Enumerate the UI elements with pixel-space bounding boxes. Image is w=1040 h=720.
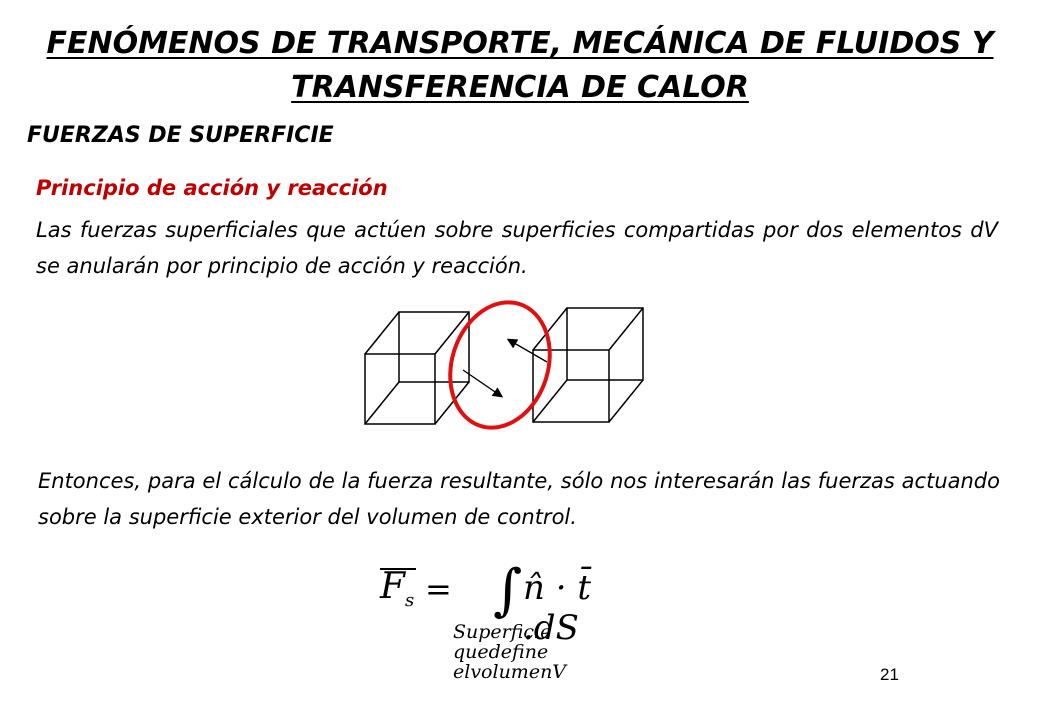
- left-cube: [365, 312, 469, 424]
- section-heading: FUERZAS DE SUPERFICIE: [27, 123, 334, 148]
- title-line-2: TRANSFERENCIA DE CALOR: [291, 70, 749, 105]
- title-line-1: FENÓMENOS DE TRANSPORTE, MECÁNICA DE FLUIDOS Y: [46, 26, 994, 61]
- paragraph-shared-surfaces: Las fuerzas superficiales que actúen sobre superficies compartidas por dos elementos dV se anularán por principio de acción y reacción.: [36, 218, 998, 278]
- surface-force-equation: [375, 560, 635, 685]
- integral-sign: ∫: [493, 558, 523, 623]
- equation-lhs: $F_s$: [380, 566, 415, 612]
- equals-sign: =: [425, 570, 452, 608]
- page-number: 21: [880, 665, 899, 684]
- shared-surface-highlight: [435, 296, 566, 436]
- paragraph-control-volume: Entonces, para el cálculo de la fuerza resultante, sólo nos interesarán las fuerzas actuando sobre la superficie exterior del volumen de control.: [38, 469, 1000, 529]
- principle-subheading: Principio de acción y reacción: [36, 176, 388, 200]
- cubes-figure: [355, 296, 695, 436]
- force-arrow-up: [509, 340, 547, 362]
- integral-domain-caption: Superficie quedefine elvolumenV: [453, 621, 567, 683]
- slide-title: [0, 22, 1040, 110]
- equation-integrand: n̂ · t̄ .dS: [523, 568, 591, 648]
